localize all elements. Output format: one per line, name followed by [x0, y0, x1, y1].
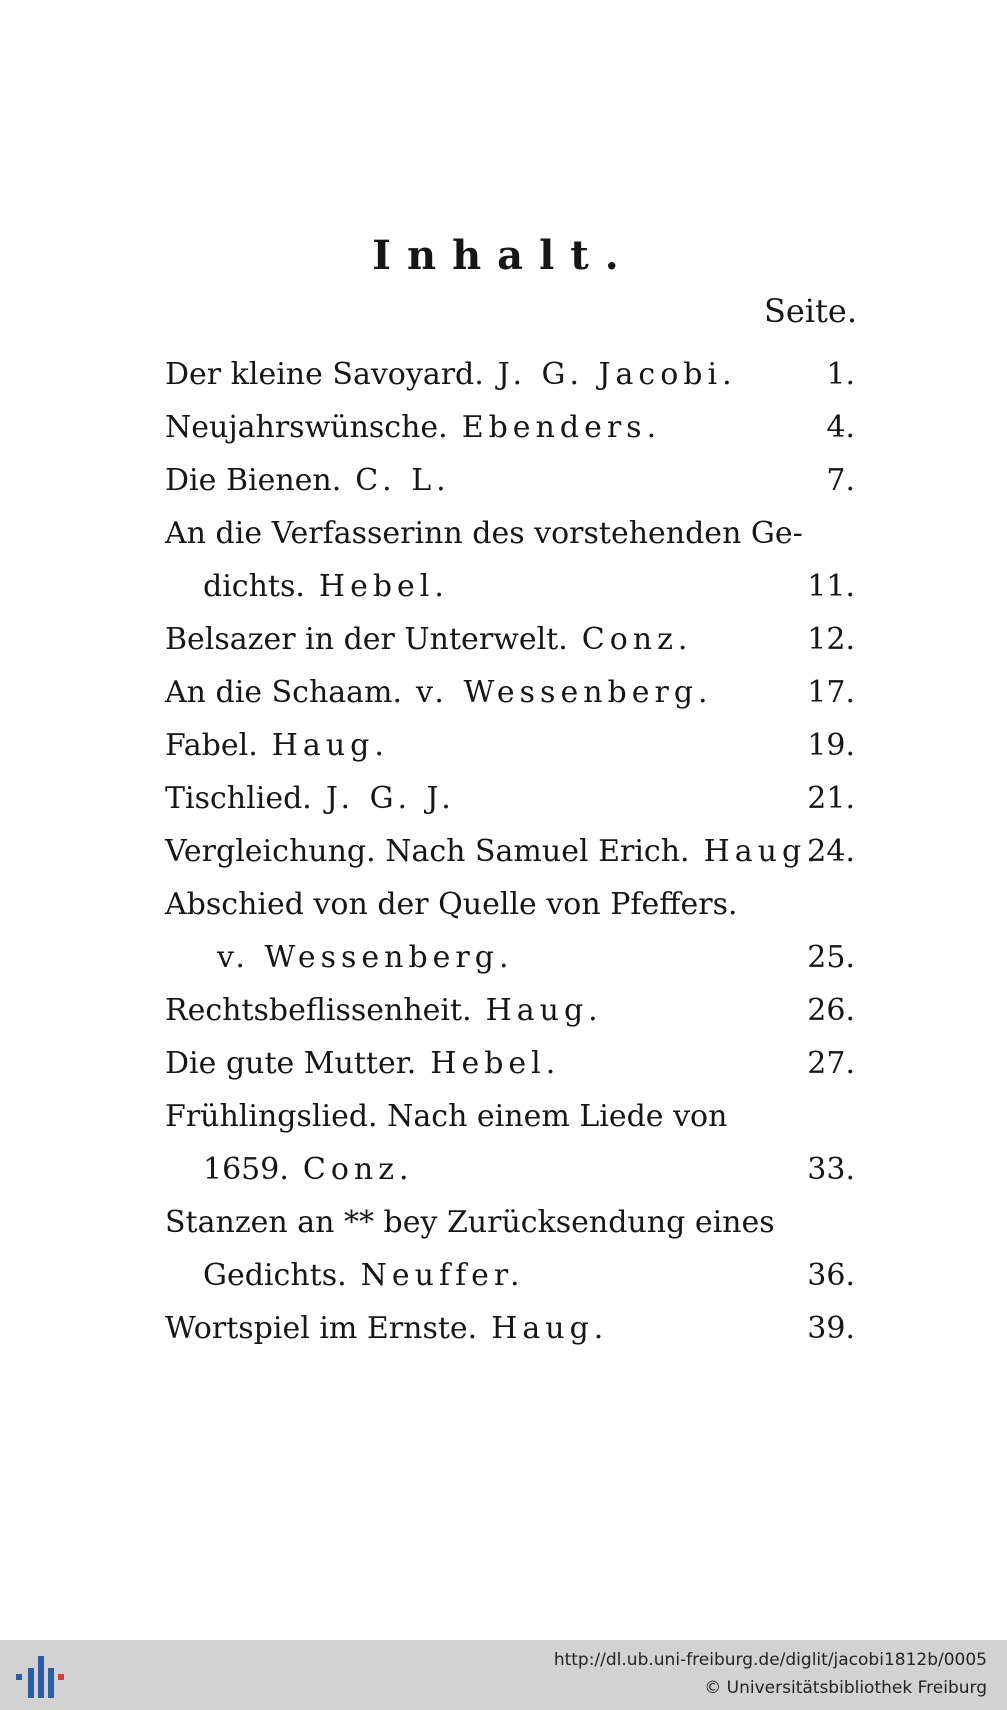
toc-entry-title-line — [165, 675, 713, 710]
entry-author: Ebenders. — [461, 410, 662, 445]
entry-page-number: 1. — [826, 357, 855, 392]
entry-page-number: 7. — [826, 463, 855, 498]
entry-page-number: 36. — [807, 1258, 855, 1293]
entry-title: Stanzen an ** bey Zurücksendung eines — [165, 1205, 775, 1240]
entry-title: Belsazer in der Unterwelt. — [165, 622, 568, 657]
logo-bar-2 — [38, 1656, 44, 1698]
entry-page-number: 27. — [807, 1046, 855, 1081]
entry-title: Frühlingslied. Nach einem Liede von — [165, 1099, 728, 1134]
toc-entry-title-line — [165, 410, 662, 445]
toc-entry-title-line — [203, 940, 514, 975]
entry-author: Neuffer. — [360, 1258, 525, 1293]
toc-entry — [165, 1088, 855, 1138]
entry-title: An die Schaam. — [165, 675, 403, 710]
entry-page-number: 11. — [807, 569, 855, 604]
toc-entry-continuation — [165, 558, 855, 608]
entry-title: Gedichts. — [203, 1258, 347, 1293]
entry-title: Rechtsbeflissenheit. — [165, 993, 472, 1028]
entry-page-number: 33. — [807, 1152, 855, 1187]
toc-entry — [165, 505, 855, 555]
entry-author: J. G. J. — [325, 781, 456, 816]
copyright-notice — [704, 1678, 987, 1698]
entry-page-number: 39. — [807, 1311, 855, 1346]
toc-entry — [165, 876, 855, 926]
toc-entry — [165, 611, 855, 661]
entry-page-number: 17. — [807, 675, 855, 710]
toc-entry-continuation — [165, 1247, 855, 1297]
entry-page-number: 19. — [807, 728, 855, 763]
toc-entry-title-line — [165, 887, 752, 922]
entry-author: Haug. — [485, 993, 603, 1028]
toc-entry-title-line — [203, 569, 449, 604]
entry-title: An die Verfasserinn des vorstehenden Ge- — [165, 516, 803, 551]
toc-entry-title-line — [165, 1311, 609, 1346]
entry-author: Conz. — [302, 1152, 414, 1187]
entry-author: v. Wessenberg. — [416, 675, 713, 710]
viewer-footer-bar — [0, 1640, 1007, 1710]
toc-entry — [165, 1035, 855, 1085]
entry-title: Wortspiel im Ernste. — [165, 1311, 478, 1346]
toc-entry-title-line — [203, 1258, 525, 1293]
entry-title: Tischlied. — [165, 781, 312, 816]
entry-title: 1659. — [203, 1152, 289, 1187]
toc-entry-title-line — [203, 1152, 414, 1187]
permalink-link[interactable]: http://dl.ub.uni-freiburg.de/diglit/jacobi1812b/0005 — [553, 1650, 987, 1670]
entry-page-number: 25. — [807, 940, 855, 975]
entry-author: v. Wessenberg. — [217, 940, 514, 975]
entry-title: Die Bienen. — [165, 463, 342, 498]
entry-author: J. G. Jacobi. — [497, 357, 737, 392]
toc-entry-title-line — [165, 1099, 741, 1134]
entry-page-number: 4. — [826, 410, 855, 445]
toc-entry — [165, 664, 855, 714]
entry-page-number: 24. — [807, 834, 855, 869]
entry-title: Die gute Mutter. — [165, 1046, 417, 1081]
logo-left-block — [16, 1674, 22, 1680]
toc-entry — [165, 823, 855, 873]
entry-author: Haug. — [271, 728, 389, 763]
toc-entry-continuation — [165, 929, 855, 979]
entry-author: Hebel. — [318, 569, 449, 604]
logo-bar-3 — [48, 1668, 54, 1698]
toc-entry-title-line — [165, 1046, 561, 1081]
toc-entry — [165, 452, 855, 502]
logo-right-block — [58, 1674, 64, 1680]
entry-author: Haug. — [491, 1311, 609, 1346]
toc-entry-title-line — [165, 463, 451, 498]
toc-entry — [165, 399, 855, 449]
toc-entry — [165, 982, 855, 1032]
toc-entry-continuation — [165, 1141, 855, 1191]
entry-page-number: 21. — [807, 781, 855, 816]
toc-entry-title-line — [165, 516, 817, 551]
entry-title: Abschied von der Quelle von Pfeffers. — [165, 887, 738, 922]
entry-title: Fabel. — [165, 728, 258, 763]
toc-entry — [165, 717, 855, 767]
toc-entry-title-line — [165, 993, 603, 1028]
logo-bar-1 — [28, 1668, 34, 1698]
entry-author: Haug. — [703, 834, 821, 869]
page-title: Inhalt. — [372, 232, 635, 279]
ub-freiburg-logo-icon[interactable] — [14, 1652, 68, 1702]
entry-title: dichts. — [203, 569, 305, 604]
entry-author: Hebel. — [430, 1046, 561, 1081]
page-column-label: Seite. — [763, 292, 857, 330]
toc-entry — [165, 1194, 855, 1244]
toc-entry-title-line — [165, 834, 821, 869]
toc-entry-title-line — [165, 728, 389, 763]
entry-title: Vergleichung. Nach Samuel Erich. — [165, 834, 690, 869]
toc-entry-title-line — [165, 781, 456, 816]
toc-entry — [165, 770, 855, 820]
entry-title: Der kleine Savoyard. — [165, 357, 484, 392]
entry-author: C. L. — [355, 463, 451, 498]
toc-entry — [165, 346, 855, 396]
toc-entry-title-line — [165, 1205, 789, 1240]
toc-entry-title-line — [165, 622, 693, 657]
permalink-url[interactable] — [554, 1650, 987, 1670]
entry-author: Conz. — [581, 622, 693, 657]
entry-page-number: 26. — [807, 993, 855, 1028]
entry-title: Neujahrswünsche. — [165, 410, 448, 445]
entry-page-number: 12. — [807, 622, 855, 657]
toc-entry — [165, 1300, 855, 1350]
copyright-text: © Universitätsbibliothek Freiburg — [704, 1678, 987, 1698]
toc-entry-title-line — [165, 357, 737, 392]
